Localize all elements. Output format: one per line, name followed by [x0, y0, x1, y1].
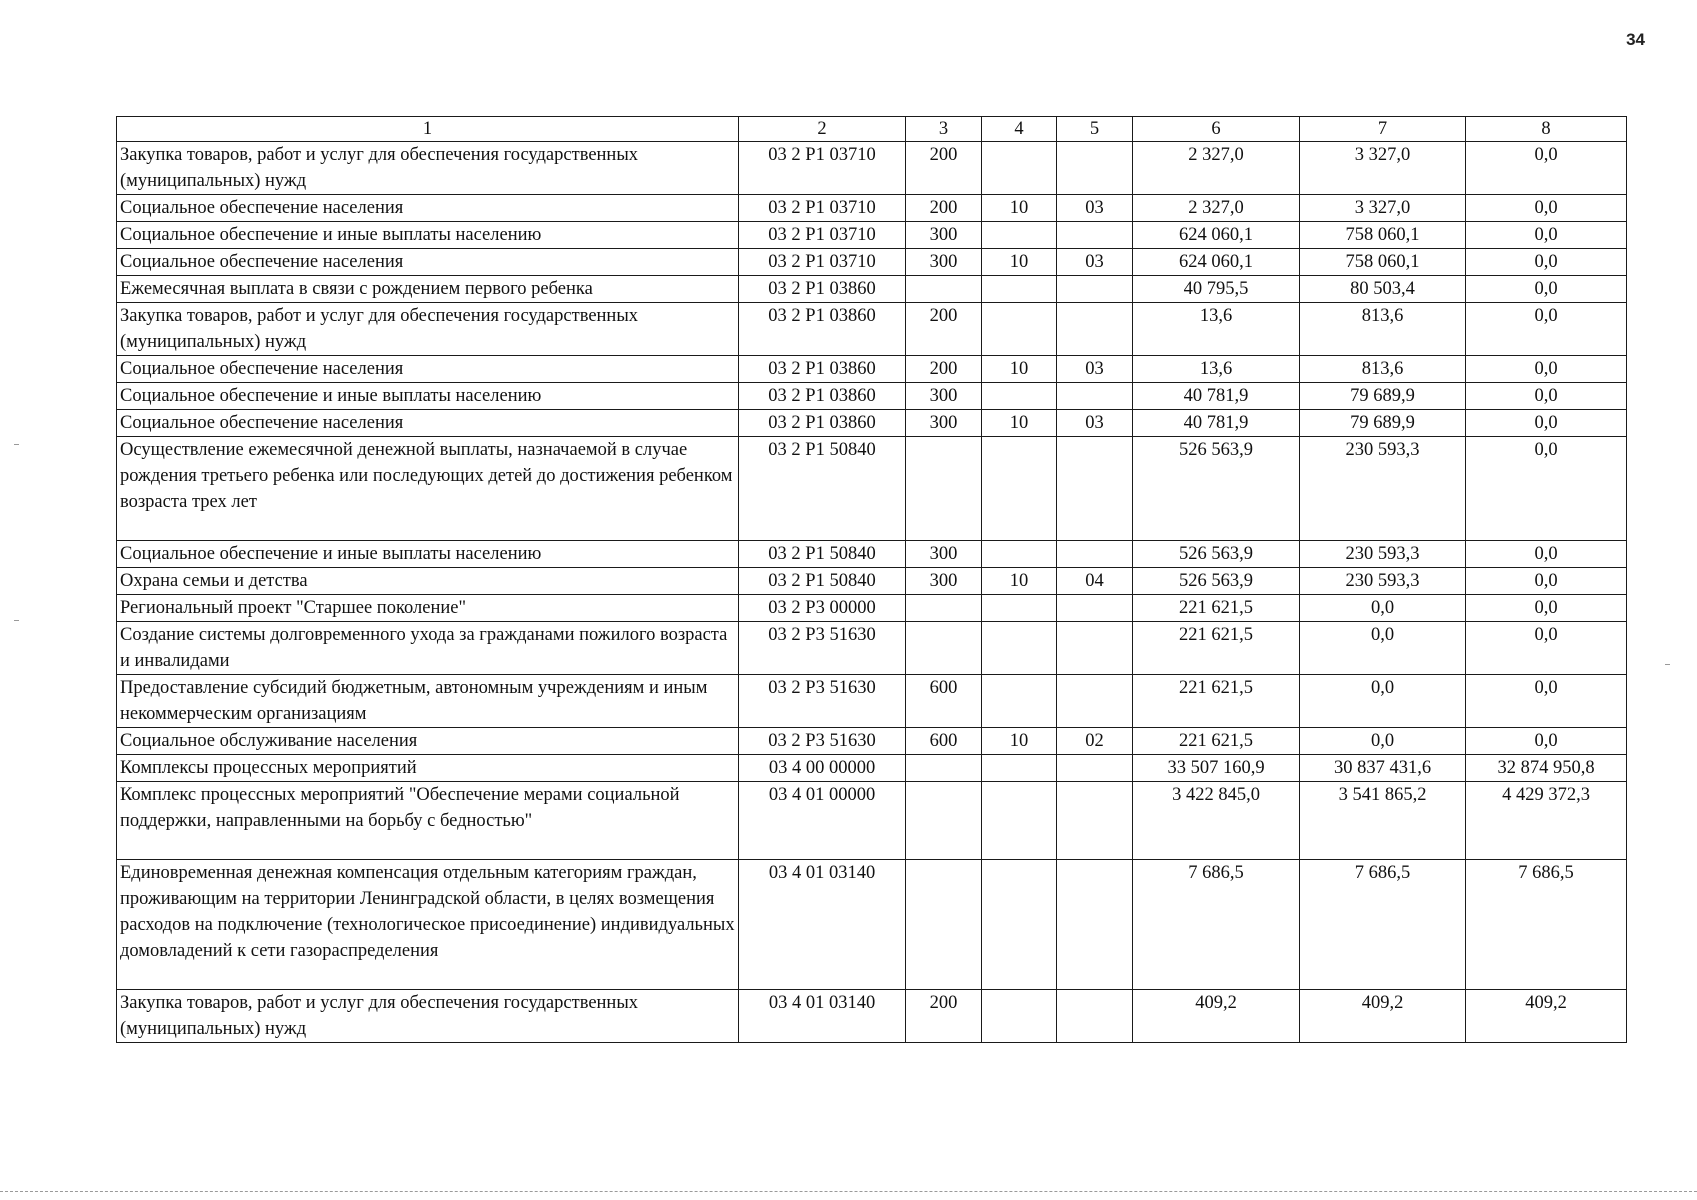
row-col7: 0,0 — [1300, 622, 1466, 675]
row-col5 — [1057, 755, 1133, 782]
row-col6: 526 563,9 — [1133, 568, 1300, 595]
row-col5 — [1057, 595, 1133, 622]
row-col8: 0,0 — [1466, 410, 1627, 437]
row-col5: 04 — [1057, 568, 1133, 595]
row-col8: 32 874 950,8 — [1466, 755, 1627, 782]
row-col4 — [982, 303, 1057, 356]
row-col6: 526 563,9 — [1133, 541, 1300, 568]
header-cell: 3 — [906, 117, 982, 142]
header-row — [117, 117, 1627, 142]
row-col3 — [906, 622, 982, 675]
table-row — [117, 383, 1627, 410]
row-col4: 10 — [982, 728, 1057, 755]
page-number: 34 — [1626, 30, 1645, 49]
row-col6: 13,6 — [1133, 303, 1300, 356]
budget-table — [116, 116, 1627, 1043]
row-code: 03 2 P1 03860 — [739, 410, 906, 437]
row-name: Социальное обслуживание населения — [117, 728, 739, 755]
row-col8: 0,0 — [1466, 276, 1627, 303]
row-col7: 0,0 — [1300, 728, 1466, 755]
row-col3: 200 — [906, 142, 982, 195]
table-row — [117, 195, 1627, 222]
row-name: Социальное обеспечение населения — [117, 410, 739, 437]
row-col7: 3 327,0 — [1300, 142, 1466, 195]
row-col4: 10 — [982, 195, 1057, 222]
row-col7: 230 593,3 — [1300, 568, 1466, 595]
row-col4 — [982, 675, 1057, 728]
row-col4 — [982, 142, 1057, 195]
table-row — [117, 622, 1627, 675]
row-col6: 2 327,0 — [1133, 195, 1300, 222]
header-cell: 7 — [1300, 117, 1466, 142]
row-col3: 200 — [906, 303, 982, 356]
row-code: 03 2 P3 51630 — [739, 675, 906, 728]
header-cell: 4 — [982, 117, 1057, 142]
margin-mark — [1665, 664, 1670, 665]
row-col5 — [1057, 276, 1133, 303]
row-col8: 0,0 — [1466, 595, 1627, 622]
row-code: 03 2 P1 03710 — [739, 195, 906, 222]
row-col5 — [1057, 622, 1133, 675]
row-code: 03 2 P3 51630 — [739, 728, 906, 755]
row-col4 — [982, 595, 1057, 622]
row-col3: 300 — [906, 541, 982, 568]
row-col7: 30 837 431,6 — [1300, 755, 1466, 782]
table-row — [117, 222, 1627, 249]
row-col4 — [982, 383, 1057, 410]
table-row — [117, 568, 1627, 595]
row-col7: 758 060,1 — [1300, 249, 1466, 276]
row-col4: 10 — [982, 568, 1057, 595]
row-col8: 0,0 — [1466, 142, 1627, 195]
row-col5 — [1057, 782, 1133, 860]
row-col7: 7 686,5 — [1300, 860, 1466, 990]
row-code: 03 2 P3 00000 — [739, 595, 906, 622]
row-col3 — [906, 437, 982, 541]
table-row — [117, 782, 1627, 860]
row-col6: 7 686,5 — [1133, 860, 1300, 990]
row-code: 03 2 P1 50840 — [739, 437, 906, 541]
row-name: Социальное обеспечение населения — [117, 249, 739, 276]
row-col8: 0,0 — [1466, 728, 1627, 755]
row-col4: 10 — [982, 356, 1057, 383]
row-col6: 40 781,9 — [1133, 410, 1300, 437]
row-col8: 0,0 — [1466, 222, 1627, 249]
row-code: 03 2 P1 50840 — [739, 541, 906, 568]
row-col4 — [982, 437, 1057, 541]
row-code: 03 2 P1 03860 — [739, 276, 906, 303]
row-col5: 03 — [1057, 249, 1133, 276]
row-col5: 03 — [1057, 195, 1133, 222]
row-col3 — [906, 782, 982, 860]
row-code: 03 4 01 03140 — [739, 860, 906, 990]
row-name: Единовременная денежная компенсация отдельным категориям граждан, проживающим на территории Ленинградской области, в целях возмещения расходов на подключение (технологическое присоединение) индивидуальных домовладений к сети газораспределения — [117, 860, 739, 990]
row-col3: 200 — [906, 990, 982, 1043]
row-col6: 2 327,0 — [1133, 142, 1300, 195]
row-col6: 221 621,5 — [1133, 595, 1300, 622]
row-name: Социальное обеспечение населения — [117, 195, 739, 222]
row-col3 — [906, 860, 982, 990]
row-col5 — [1057, 142, 1133, 195]
row-col8: 0,0 — [1466, 249, 1627, 276]
row-name: Комплекс процессных мероприятий "Обеспечение мерами социальной поддержки, направленными на борьбу с бедностью" — [117, 782, 739, 860]
row-col6: 33 507 160,9 — [1133, 755, 1300, 782]
header-cell: 6 — [1133, 117, 1300, 142]
table-row — [117, 356, 1627, 383]
row-code: 03 2 P1 03860 — [739, 383, 906, 410]
row-col3 — [906, 755, 982, 782]
row-col8: 4 429 372,3 — [1466, 782, 1627, 860]
row-col8: 0,0 — [1466, 383, 1627, 410]
row-col7: 230 593,3 — [1300, 437, 1466, 541]
table-row — [117, 595, 1627, 622]
row-col8: 0,0 — [1466, 622, 1627, 675]
row-name: Закупка товаров, работ и услуг для обеспечения государственных (муниципальных) нужд — [117, 303, 739, 356]
table-row — [117, 675, 1627, 728]
header-cell: 2 — [739, 117, 906, 142]
row-col8: 0,0 — [1466, 356, 1627, 383]
row-col5 — [1057, 990, 1133, 1043]
header-cell: 5 — [1057, 117, 1133, 142]
row-col7: 409,2 — [1300, 990, 1466, 1043]
header-cell: 1 — [117, 117, 739, 142]
row-col8: 7 686,5 — [1466, 860, 1627, 990]
row-col4 — [982, 541, 1057, 568]
row-col7: 0,0 — [1300, 675, 1466, 728]
row-col3: 300 — [906, 410, 982, 437]
table-row — [117, 410, 1627, 437]
row-name: Закупка товаров, работ и услуг для обеспечения государственных (муниципальных) нужд — [117, 142, 739, 195]
row-col5 — [1057, 541, 1133, 568]
table-row — [117, 990, 1627, 1043]
row-col5 — [1057, 303, 1133, 356]
margin-mark — [14, 620, 19, 621]
row-col5 — [1057, 437, 1133, 541]
row-col8: 0,0 — [1466, 541, 1627, 568]
row-col4 — [982, 622, 1057, 675]
row-col3 — [906, 276, 982, 303]
row-col8: 0,0 — [1466, 675, 1627, 728]
row-name: Региональный проект "Старшее поколение" — [117, 595, 739, 622]
table-row — [117, 541, 1627, 568]
row-col8: 0,0 — [1466, 195, 1627, 222]
row-name: Социальное обеспечение и иные выплаты населению — [117, 383, 739, 410]
row-code: 03 2 P1 03860 — [739, 356, 906, 383]
row-col7: 813,6 — [1300, 303, 1466, 356]
row-col7: 79 689,9 — [1300, 410, 1466, 437]
row-col4 — [982, 860, 1057, 990]
row-col5: 03 — [1057, 410, 1133, 437]
row-col4 — [982, 990, 1057, 1043]
row-col5 — [1057, 675, 1133, 728]
row-col5: 03 — [1057, 356, 1133, 383]
row-code: 03 4 01 00000 — [739, 782, 906, 860]
row-code: 03 2 P1 03710 — [739, 222, 906, 249]
row-col8: 0,0 — [1466, 437, 1627, 541]
row-col3: 600 — [906, 675, 982, 728]
row-col5 — [1057, 383, 1133, 410]
row-name: Ежемесячная выплата в связи с рождением первого ребенка — [117, 276, 739, 303]
row-col6: 40 795,5 — [1133, 276, 1300, 303]
row-col8: 409,2 — [1466, 990, 1627, 1043]
row-col4 — [982, 276, 1057, 303]
row-col4 — [982, 782, 1057, 860]
row-col3: 300 — [906, 568, 982, 595]
row-col5 — [1057, 222, 1133, 249]
header-cell: 8 — [1466, 117, 1627, 142]
row-col7: 3 327,0 — [1300, 195, 1466, 222]
row-col6: 221 621,5 — [1133, 622, 1300, 675]
table-row — [117, 860, 1627, 990]
table-body — [117, 117, 1627, 1043]
row-name: Социальное обеспечение и иные выплаты населению — [117, 541, 739, 568]
row-code: 03 4 00 00000 — [739, 755, 906, 782]
row-col6: 526 563,9 — [1133, 437, 1300, 541]
row-col7: 0,0 — [1300, 595, 1466, 622]
table-row — [117, 142, 1627, 195]
row-col4 — [982, 755, 1057, 782]
row-col7: 813,6 — [1300, 356, 1466, 383]
row-col6: 13,6 — [1133, 356, 1300, 383]
row-name: Охрана семьи и детства — [117, 568, 739, 595]
row-name: Социальное обеспечение и иные выплаты населению — [117, 222, 739, 249]
row-col3: 300 — [906, 222, 982, 249]
row-col7: 79 689,9 — [1300, 383, 1466, 410]
row-col8: 0,0 — [1466, 568, 1627, 595]
row-col6: 624 060,1 — [1133, 249, 1300, 276]
row-col3: 200 — [906, 356, 982, 383]
row-name: Предоставление субсидий бюджетным, автономным учреждениям и иным некоммерческим организациям — [117, 675, 739, 728]
row-col6: 221 621,5 — [1133, 675, 1300, 728]
row-name: Закупка товаров, работ и услуг для обеспечения государственных (муниципальных) нужд — [117, 990, 739, 1043]
row-code: 03 2 P1 03860 — [739, 303, 906, 356]
margin-mark — [14, 444, 19, 445]
row-code: 03 4 01 03140 — [739, 990, 906, 1043]
row-col6: 40 781,9 — [1133, 383, 1300, 410]
row-col3: 300 — [906, 249, 982, 276]
table-row — [117, 276, 1627, 303]
row-col3: 200 — [906, 195, 982, 222]
row-col7: 3 541 865,2 — [1300, 782, 1466, 860]
row-col3: 600 — [906, 728, 982, 755]
row-code: 03 2 P1 03710 — [739, 249, 906, 276]
row-col4 — [982, 222, 1057, 249]
row-col8: 0,0 — [1466, 303, 1627, 356]
row-col6: 3 422 845,0 — [1133, 782, 1300, 860]
row-code: 03 2 P3 51630 — [739, 622, 906, 675]
row-col6: 221 621,5 — [1133, 728, 1300, 755]
row-col5 — [1057, 860, 1133, 990]
row-col4: 10 — [982, 249, 1057, 276]
row-name: Комплексы процессных мероприятий — [117, 755, 739, 782]
table-row — [117, 755, 1627, 782]
row-col3 — [906, 595, 982, 622]
row-col7: 80 503,4 — [1300, 276, 1466, 303]
row-col6: 409,2 — [1133, 990, 1300, 1043]
table-row — [117, 249, 1627, 276]
row-name: Социальное обеспечение населения — [117, 356, 739, 383]
row-name: Осуществление ежемесячной денежной выплаты, назначаемой в случае рождения третьего ребенка или последующих детей до достижения ребенком возраста трех лет — [117, 437, 739, 541]
row-col3: 300 — [906, 383, 982, 410]
row-name: Создание системы долговременного ухода за гражданами пожилого возраста и инвалидами — [117, 622, 739, 675]
table-row — [117, 728, 1627, 755]
row-code: 03 2 P1 50840 — [739, 568, 906, 595]
row-code: 03 2 P1 03710 — [739, 142, 906, 195]
row-col7: 230 593,3 — [1300, 541, 1466, 568]
row-col4: 10 — [982, 410, 1057, 437]
row-col7: 758 060,1 — [1300, 222, 1466, 249]
table-row — [117, 437, 1627, 541]
table-row — [117, 303, 1627, 356]
row-col5: 02 — [1057, 728, 1133, 755]
scan-edge-line — [0, 1191, 1697, 1192]
row-col6: 624 060,1 — [1133, 222, 1300, 249]
